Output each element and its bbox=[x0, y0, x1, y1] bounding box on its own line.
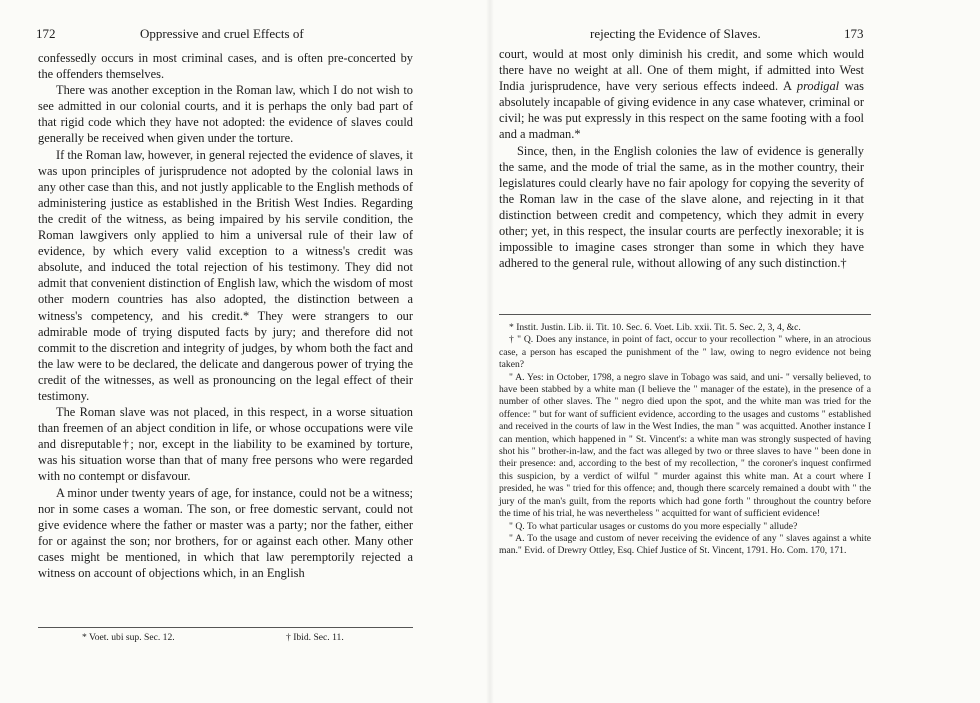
right-page-number: 173 bbox=[844, 26, 864, 41]
footnote: † Ibid. Sec. 11. bbox=[286, 632, 344, 643]
footnote: " A. Yes: in October, 1798, a negro slave in Tobago was said, and uni- " versally believed, to have been stabbed by a white man (I believe the " manager of the estate), in the presence of a number of other slaves. The " negro died upon the spot, and the white man was tried for the offence: " but for want of sufficient evidence, according to the usages and customs " established and received in the courts of law in the West Indies, the man " was acquitted. Another instance I can mention, which happened in " St. Vincent's: a white man was strongly suspected of having shot his " brother-in-law, and the fact was alleged by two or three slaves to have " been done in their presence: and, according to the best of my recollection, " the coroner's inquest confirmed this suspicion, by a verdict of wilful " murder against this white man. At a court where I presided, he was " tried for this offence; and, though there scarcely remained a doubt with " the jury of the man's guilt, from the reports which had gone forth " throughout the country before the time of his trial, he was nevertheless " acquitted for want of sufficient evidence! bbox=[499, 371, 871, 520]
right-page bbox=[490, 0, 980, 703]
right-running-title: rejecting the Evidence of Slaves. bbox=[590, 26, 761, 41]
right-body-text bbox=[499, 46, 864, 271]
italic-word: prodigal bbox=[796, 79, 840, 94]
footnote: * Instit. Justin. Lib. ii. Tit. 10. Sec. 6. Voet. Lib. xxii. Tit. 5. Sec. 2, 3, 4, &c. bbox=[509, 322, 801, 333]
paragraph: If the Roman law, however, in general rejected the evidence of slaves, it was upon principles of jurisprudence not adopted by the colonial laws in any other case than this, and not justly applicable to the English methods of administering justice as established in the British West Indies. Regarding the credit of the witness, as being impaired by his servile condition, the Roman lawgivers only applied to him a universal rule of their law of evidence, by which every valid exception to a witness's credit was absolute, and induced the total rejection of his testimony. They did not admit that convenient distinction of English law, which the wisdom of most other modern countries has also adopted, the distinction between a witness's competency, and his credit.* They were strangers to our admirable mode of trying disputed facts by jury; and therefore did not commit to the discretion and integrity of judges, by whom both the fact and the law were to be declared, the delicate and dangerous power of trying the credit of the witnesses, as well as pronouncing on the legal effect of their testimony. bbox=[38, 147, 413, 403]
paragraph: A minor under twenty years of age, for instance, could not be a witness; nor in some cases a woman. The son, or free domestic servant, could not give evidence where the father or master was a party; nor the father, either for or against the son; nor brothers, for or against each other. Many other cases might be mentioned, in which that law peremptorily rejected a witness on account of objections which, in an English bbox=[38, 485, 413, 580]
paragraph: confessedly occurs in most criminal cases, and is often pre-concerted by the offenders themselves. bbox=[38, 51, 413, 82]
footnote-rule bbox=[38, 627, 413, 628]
left-page-number: 172 bbox=[36, 26, 56, 41]
paragraph: There was another exception in the Roman law, which I do not wish to see admitted in our colonial courts, and it is perhaps the only bad part of that rigid code which they have not adopted: the evidence of slaves could generally be received when given under the torture. bbox=[38, 83, 413, 146]
footnote: † " Q. Does any instance, in point of fact, occur to your recollection " where, in an atrocious case, a person has escaped the punishment of the " law, owing to negro evidence not being taken? bbox=[499, 334, 871, 371]
footnote: * Voet. ubi sup. Sec. 12. bbox=[82, 632, 175, 643]
left-running-title: Oppressive and cruel Effects of bbox=[140, 26, 304, 41]
paragraph: court, would at most only diminish his credit, and some which would there have no weight at all. One of them might, if admitted into West India jurisprudence, have very serious effects indeed. A prodigal was absolutely incapable of giving evidence in any case whatever, criminal or civil; he was put expressly in this respect on the same footing with a fool and a madman.* bbox=[499, 47, 864, 142]
paragraph: Since, then, in the English colonies the law of evidence is generally the same, and the mode of trial the same, as in the mother country, their legislatures could clearly have no fair apology for copying the severity of the Roman law in the case of the slave alone, and rejecting in it that distinction between credit and competency, which they admit in every other; yet, in this respect, the insular courts are perfectly inexorable; it is impossible to imagine cases stronger than some in which they have adhered to the general rule, without allowing of any such distinction.† bbox=[499, 143, 864, 271]
left-body-text bbox=[38, 50, 413, 581]
footnote: " A. To the usage and custom of never receiving the evidence of any " slaves against a white man." Evid. of Drewry Ottley, Esq. Chief Justice of St. Vincent, 1791. Ho. Com. 170, 171. bbox=[499, 532, 871, 557]
footnote-rule bbox=[499, 314, 871, 315]
right-footnotes bbox=[499, 322, 871, 558]
paragraph: The Roman slave was not placed, in this respect, in a worse situation than freemen of an abject condition in life, or whose occupations were vile and disreputable†; nor, except in the liability to be examined by torture, was his situation worse than that of many free persons who were regarded with no contempt or disfavour. bbox=[38, 405, 413, 484]
footnote: " Q. To what particular usages or customs do you more especially " allude? bbox=[509, 520, 798, 532]
